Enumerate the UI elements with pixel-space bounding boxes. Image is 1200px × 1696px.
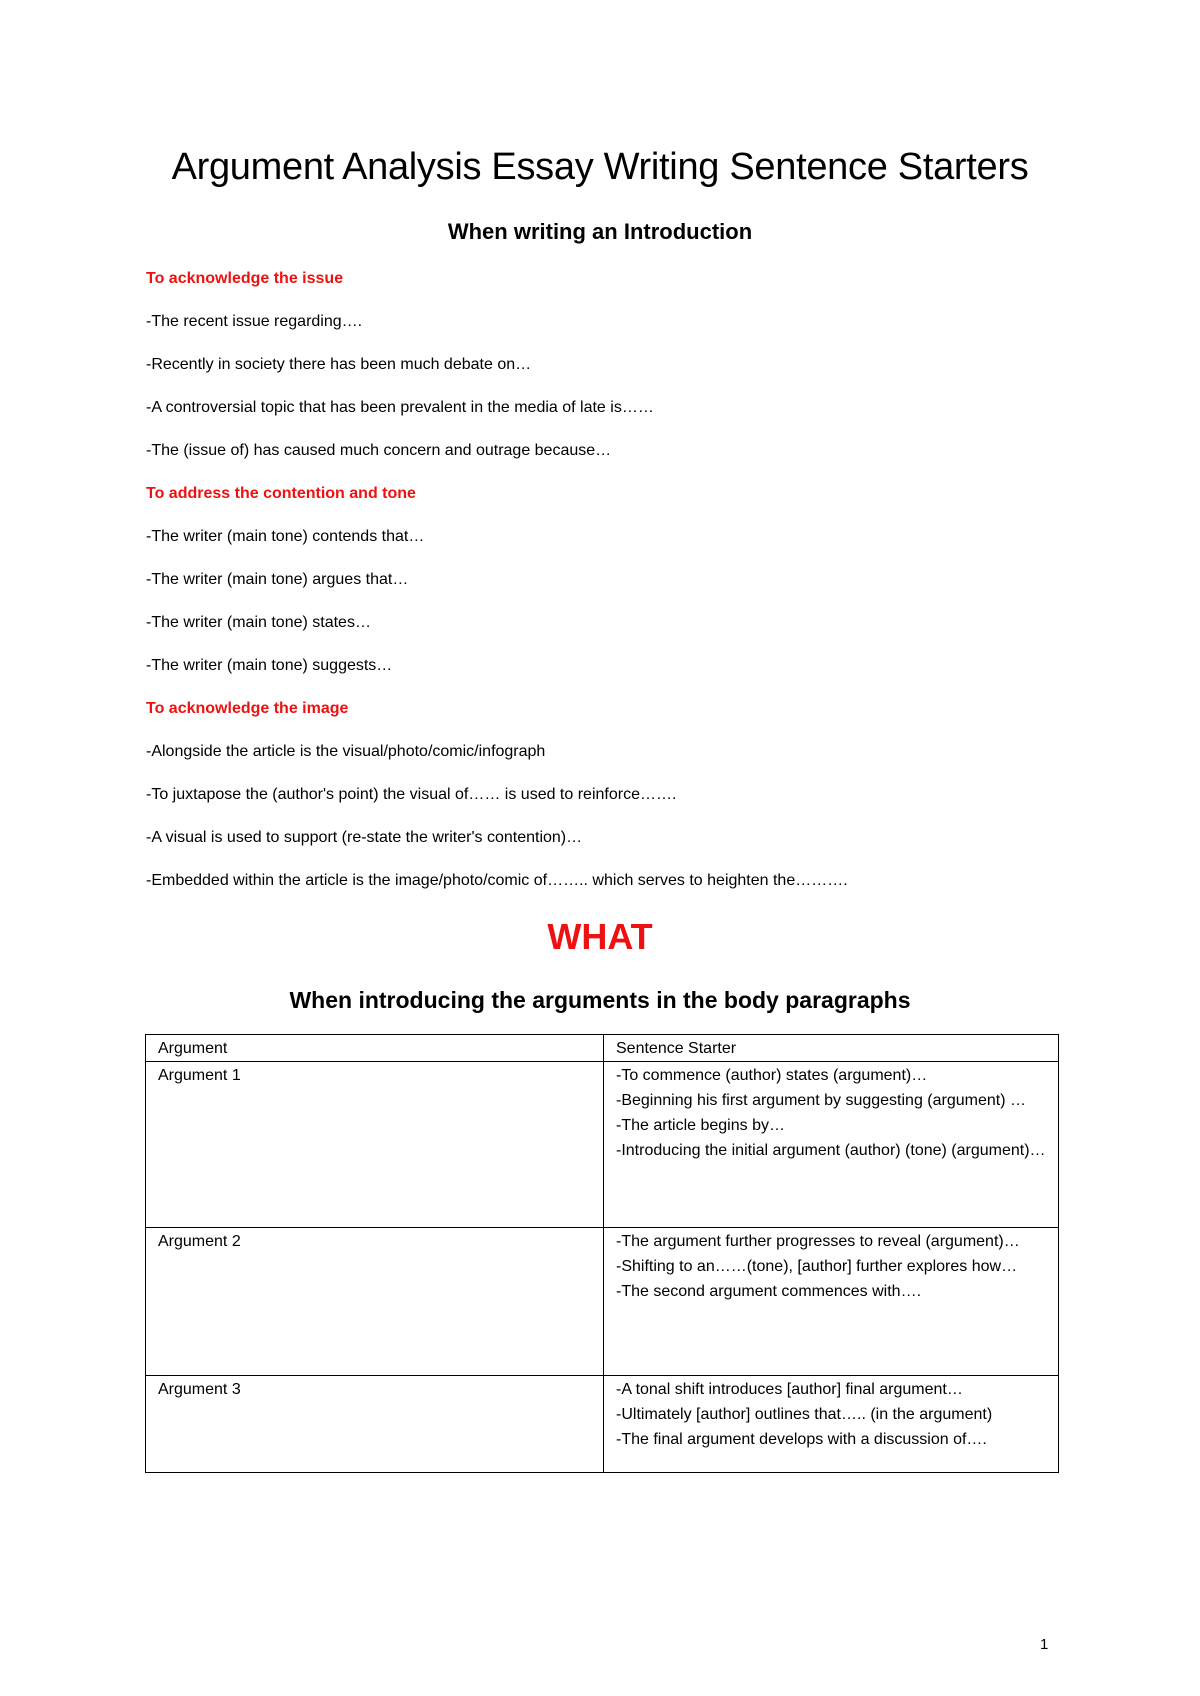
starter-line: -The final argument develops with a discussion of…. [616,1431,987,1448]
table-header-row [146,1035,1059,1062]
page-title: Argument Analysis Essay Writing Sentence Starters [171,146,1029,188]
argument-cell: Argument 1 [146,1062,604,1228]
starter-line: -The second argument commences with…. [616,1283,922,1300]
starter-line: -Recently in society there has been much debate on… [146,356,532,373]
argument-cell: Argument 3 [146,1376,604,1473]
starter-cell [604,1228,1059,1376]
starter-line: -The writer (main tone) contends that… [146,528,425,545]
sentence-starter-table [145,1034,1059,1473]
introduction-section [146,268,1066,913]
starter-line: -Introducing the initial argument (author) (tone) (argument)… [616,1142,1046,1159]
starter-line: -Alongside the article is the visual/photo/comic/infograph [146,743,546,760]
introduction-heading: When writing an Introduction [447,219,753,244]
section-label-acknowledge-issue: To acknowledge the issue [146,270,344,287]
table-header-argument: Argument [146,1035,604,1062]
starter-line: -Embedded within the article is the image/photo/comic of…….. which serves to heighten the………. [146,872,848,889]
what-heading: WHAT [547,916,653,957]
argument-cell: Argument 2 [146,1228,604,1376]
starter-line: -The (issue of) has caused much concern and outrage because… [146,442,612,459]
page-number: 1 [1040,1636,1049,1653]
starter-line: -The writer (main tone) suggests… [146,657,393,674]
starter-line: -To juxtapose the (author's point) the visual of…… is used to reinforce……. [146,786,677,803]
starter-cell [604,1376,1059,1473]
table-row [146,1062,1059,1228]
starter-line: -Shifting to an……(tone), [author] further explores how… [616,1258,1018,1275]
starter-cell [604,1062,1059,1228]
starter-line: -Beginning his first argument by suggesting (argument) … [616,1092,1026,1109]
body-paragraphs-heading: When introducing the arguments in the body paragraphs [289,987,911,1013]
section-label-acknowledge-image: To acknowledge the image [146,700,349,717]
starter-line: -A tonal shift introduces [author] final argument… [616,1381,963,1398]
table-row [146,1228,1059,1376]
starter-line: -The argument further progresses to reveal (argument)… [616,1233,1020,1250]
starter-line: -A visual is used to support (re-state the writer's contention)… [146,829,583,846]
starter-line: -The recent issue regarding…. [146,313,363,330]
section-label-contention-tone: To address the contention and tone [146,485,416,502]
table-row [146,1376,1059,1473]
table-header-sentence-starter: Sentence Starter [604,1035,1059,1062]
starter-line: -The writer (main tone) argues that… [146,571,409,588]
starter-line: -A controversial topic that has been prevalent in the media of late is…… [146,399,654,416]
starter-line: -The writer (main tone) states… [146,614,371,631]
starter-line: -The article begins by… [616,1117,785,1134]
starter-line: -To commence (author) states (argument)… [616,1067,928,1084]
starter-line: -Ultimately [author] outlines that….. (in the argument) [616,1406,993,1423]
